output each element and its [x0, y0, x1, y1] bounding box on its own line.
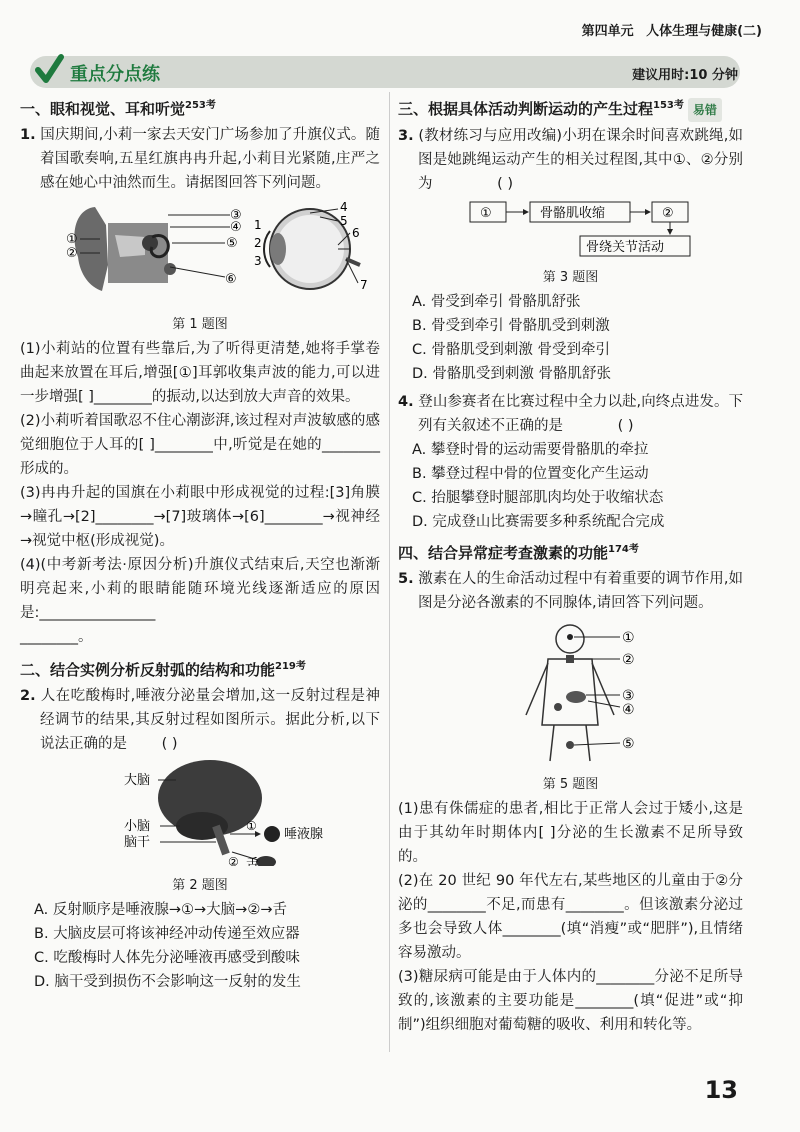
svg-text:小脑: 小脑 [124, 819, 151, 834]
figure-1-caption: 第 1 题图 [172, 317, 228, 332]
left-column [20, 92, 380, 994]
question-1-part-4-end: ________。 [20, 629, 93, 645]
svg-text:4: 4 [340, 200, 348, 214]
question-5-part-2: (2)在 20 世纪 90 年代左右,某些地区的儿童由于②分泌的________不足,而患有________。但该激素分泌过多也会导致人体________(填“消瘦”或“肥胖”),且情绪容易激动。 [398, 873, 743, 961]
figure-2-caption: 第 2 题图 [172, 878, 228, 893]
svg-text:①: ① [246, 819, 257, 833]
question-2-stem: 2. 人在吃酸梅时,唾液分泌量会增加,这一反射过程是神经调节的结果,其反射过程如图所示。据此分析,以下说法正确的是 ( ) [20, 688, 381, 752]
answer-paren: ( ) [617, 418, 634, 434]
section-heading-2: 二、结合实例分析反射弧的结构和功能$^{219考}$ [20, 661, 306, 679]
question-5-part-1: (1)患有侏儒症的患者,相比于正常人会过于矮小,这是由于其幼年时期体内[ ]分泌的生长激素不足所导致的。 [398, 801, 743, 865]
eye-diagram [254, 200, 368, 292]
svg-text:7: 7 [360, 278, 368, 292]
svg-text:骨绕关节活动: 骨绕关节活动 [586, 240, 665, 255]
q3-option-d: D. 骨骼肌受到刺激 骨骼肌舒张 [412, 366, 611, 382]
q2-option-c: C. 吃酸梅时人体先分泌唾液再感受到酸味 [34, 950, 300, 966]
section-heading-3: 三、根据具体活动判断运动的产生过程$^{153考}$ 易错 [398, 94, 743, 122]
svg-text:1: 1 [254, 218, 262, 232]
svg-text:④: ④ [230, 220, 242, 235]
question-1-part-4: (4)(中考新考法·原因分析)升旗仪式结束后,天空也渐渐明亮起来,小莉的眼睛能随环境光线逐渐适应的原因是:________________ [20, 557, 380, 621]
svg-text:②: ② [622, 652, 635, 668]
svg-text:舌: 舌 [246, 857, 260, 866]
svg-text:②: ② [228, 855, 239, 866]
q3-option-a: A. 骨受到牵引 骨骼肌舒张 [412, 294, 581, 310]
endocrine-figure [398, 615, 743, 765]
section-heading-1: 一、眼和视觉、耳和听觉$^{253考}$ [20, 100, 216, 118]
ear-diagram [66, 207, 242, 291]
ear-eye-figure [20, 195, 380, 305]
svg-text:③: ③ [230, 208, 242, 223]
question-1-part-2: (2)小莉听着国歌忍不住心潮澎湃,该过程对声波敏感的感觉细胞位于人耳的[ ]________中,听觉是在她的________形成的。 [20, 413, 380, 477]
question-1-stem: 1. 国庆期间,小莉一家去天安门广场参加了升旗仪式。随着国歌奏响,五星红旗冉冉升起,小莉目光紧随,庄严之感在她心中油然而生。请据图回答下列问题。 [20, 127, 381, 191]
svg-text:①: ① [66, 232, 78, 247]
q2-option-d: D. 脑干受到损伤不会影响这一反射的发生 [34, 974, 301, 990]
svg-text:大脑: 大脑 [124, 773, 151, 788]
column-divider [389, 92, 390, 1052]
question-3-stem: 3. (教材练习与应用改编)小玥在课余时间喜欢跳绳,如图是她跳绳运动产生的相关过程图,其中①、②分别为 ( ) [398, 128, 744, 192]
page-number: 13 [704, 1076, 738, 1104]
svg-text:②: ② [662, 206, 674, 221]
svg-text:⑥: ⑥ [225, 272, 237, 287]
suggested-time: 建议用时:10 分钟 [632, 68, 738, 83]
figure-3-caption: 第 3 题图 [542, 270, 599, 285]
q2-option-b: B. 大脑皮层可将该神经冲动传递至效应器 [34, 926, 300, 942]
error-prone-tag: 易错 [688, 98, 722, 122]
svg-text:①: ① [622, 630, 635, 646]
q4-option-c: C. 抬腿攀登时腿部肌肉均处于收缩状态 [412, 490, 664, 506]
q3-option-c: C. 骨骼肌受到刺激 骨受到牵引 [412, 342, 610, 358]
q4-option-a: A. 攀登时骨的运动需要骨骼肌的牵拉 [412, 442, 649, 458]
svg-text:脑干: 脑干 [124, 835, 151, 850]
answer-paren: ( ) [497, 176, 514, 192]
unit-label: 第四单元 [581, 24, 634, 39]
right-column [398, 92, 743, 1037]
q4-option-b: B. 攀登过程中骨的位置变化产生运动 [412, 466, 649, 482]
svg-text:6: 6 [352, 226, 360, 240]
reflex-figure [20, 756, 380, 866]
q3-option-b: B. 骨受到牵引 骨骼肌受到刺激 [412, 318, 610, 334]
q2-option-a: A. 反射顺序是唾液腺→①→大脑→②→舌 [34, 902, 287, 918]
question-1-part-1: (1)小莉站的位置有些靠后,为了听得更清楚,她将手掌卷曲起来放置在耳后,增强[①]耳郭收集声波的能力,可以进一步增强[ ]________的振动,以达到放大声音的效果。 [20, 341, 380, 405]
running-header [574, 20, 762, 39]
unit-title: 人体生理与健康(二) [646, 24, 762, 39]
svg-text:5: 5 [340, 214, 348, 228]
svg-text:2: 2 [254, 236, 262, 250]
check-icon [34, 52, 64, 88]
movement-flowchart [468, 198, 718, 258]
question-1-part-3: (3)冉冉升起的国旗在小莉眼中形成视觉的过程:[3]角膜→瞳孔→[2]________→[7]玻璃体→[6]________→视神经→视觉中枢(形成视觉)。 [20, 485, 380, 549]
question-5-part-3: (3)糖尿病可能是由于人体内的________分泌不足所导致的,该激素的主要功能是________(填“促进”或“抑制”)组织细胞对葡萄糖的吸收、利用和转化等。 [398, 969, 743, 1033]
svg-text:④: ④ [622, 702, 635, 718]
answer-paren: ( ) [161, 736, 178, 752]
svg-text:3: 3 [254, 254, 262, 268]
question-4-stem: 4. 登山参赛者在比赛过程中全力以赴,向终点进发。下列有关叙述不正确的是 ( ) [398, 394, 744, 434]
section-title: 重点分点练 [70, 64, 160, 85]
svg-text:唾液腺: 唾液腺 [284, 827, 324, 842]
svg-text:骨骼肌收缩: 骨骼肌收缩 [540, 206, 606, 221]
svg-text:②: ② [66, 246, 78, 261]
q4-option-d: D. 完成登山比赛需要多种系统配合完成 [412, 514, 665, 530]
figure-5-caption: 第 5 题图 [542, 777, 599, 792]
svg-text:⑤: ⑤ [226, 236, 238, 251]
question-5-stem: 5. 激素在人的生命活动过程中有着重要的调节作用,如图是分泌各激素的不同腺体,请回答下列问题。 [398, 571, 744, 611]
svg-text:①: ① [480, 206, 492, 221]
svg-text:③: ③ [622, 688, 635, 704]
svg-text:⑤: ⑤ [622, 736, 635, 752]
section-heading-4: 四、结合异常症考查激素的功能$^{174考}$ [398, 544, 639, 562]
